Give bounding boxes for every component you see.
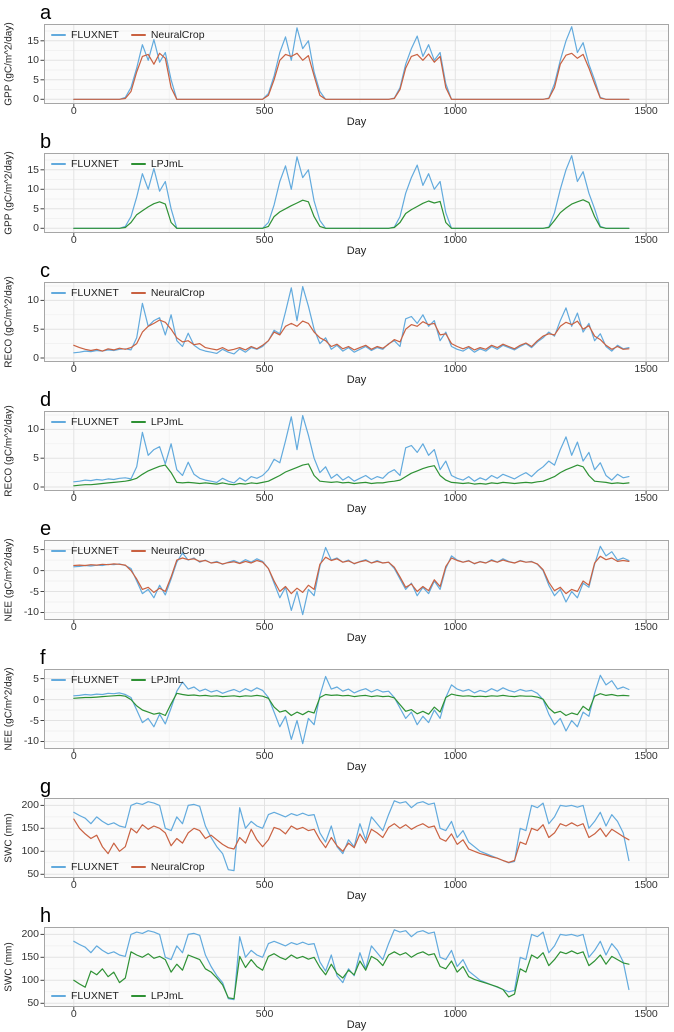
x-tick-label: 0 <box>70 105 77 117</box>
legend-swatch-line <box>51 550 66 553</box>
legend-swatch-line <box>131 163 146 166</box>
plot-area <box>44 411 669 491</box>
legend-swatch-line <box>131 866 146 869</box>
y-axis-ticks <box>17 153 44 233</box>
legend-label: FLUXNET <box>71 990 119 1002</box>
panel-letter: b <box>40 131 52 153</box>
legend-label: NeuralCrop <box>150 287 205 299</box>
legend-swatch-line <box>131 34 146 37</box>
figure-panel-c <box>0 258 674 387</box>
legend-swatch-line <box>131 995 146 998</box>
x-tick-label: 0 <box>70 363 77 375</box>
y-tick-label: 5 <box>33 672 39 685</box>
x-tick-label: 1000 <box>443 879 467 891</box>
y-tick-label: 0 <box>33 222 39 235</box>
legend-swatch-line <box>51 34 66 37</box>
x-axis-label: Day <box>346 245 367 257</box>
legend-item <box>51 416 119 428</box>
plot-area <box>44 798 669 878</box>
x-axis-ticks <box>44 620 669 633</box>
y-axis-label: SWC (mm) <box>3 942 14 992</box>
x-tick-label: 1000 <box>443 363 467 375</box>
legend-item <box>131 861 205 873</box>
legend-swatch-line <box>131 421 146 424</box>
figure-panel-a <box>0 0 674 129</box>
legend-swatch-line <box>51 163 66 166</box>
y-axis-label: GPP (gC/m^2/day) <box>3 151 14 235</box>
x-tick-label: 500 <box>255 1008 274 1020</box>
legend-label: LPJmL <box>150 674 184 686</box>
x-tick-label: 500 <box>255 879 274 891</box>
x-axis-label: Day <box>346 503 367 515</box>
panel-letter: f <box>40 647 46 669</box>
plot-area <box>44 24 669 104</box>
legend-label: FLUXNET <box>71 416 119 428</box>
legend-swatch-line <box>51 995 66 998</box>
legend-label: FLUXNET <box>71 158 119 170</box>
x-axis-label: Day <box>346 116 367 128</box>
x-tick-label: 500 <box>255 492 274 504</box>
x-tick-label: 1500 <box>634 492 658 504</box>
legend-item <box>131 416 184 428</box>
legend <box>51 990 184 1002</box>
legend-item <box>51 29 119 41</box>
y-tick-label: 150 <box>21 951 39 964</box>
legend-label: FLUXNET <box>71 674 119 686</box>
plot-area <box>44 282 669 362</box>
y-tick-label: 10 <box>27 294 39 307</box>
plot-area <box>44 540 669 620</box>
y-axis-ticks <box>17 798 44 881</box>
legend-item <box>51 861 119 873</box>
y-axis-label: SWC (mm) <box>3 813 14 863</box>
panel-letter: e <box>40 518 52 540</box>
legend-label: FLUXNET <box>71 545 119 557</box>
legend <box>51 416 184 428</box>
x-tick-label: 0 <box>70 621 77 633</box>
legend-item <box>51 545 119 557</box>
panel-letter: g <box>40 776 52 798</box>
y-tick-label: 50 <box>27 997 39 1010</box>
y-axis-label: NEE (gC/m^2/day) <box>3 538 14 622</box>
y-tick-label: 50 <box>27 868 39 881</box>
legend-swatch-line <box>131 679 146 682</box>
legend-swatch-line <box>51 421 66 424</box>
x-tick-label: 1000 <box>443 750 467 762</box>
legend-label: FLUXNET <box>71 287 119 299</box>
panel-letter: h <box>40 905 52 927</box>
legend-label: FLUXNET <box>71 861 119 873</box>
panel-letter: c <box>40 260 50 282</box>
y-tick-label: -10 <box>23 606 39 619</box>
y-tick-label: 0 <box>33 93 39 106</box>
y-tick-label: 15 <box>27 34 39 47</box>
y-tick-label: 100 <box>21 974 39 987</box>
legend <box>51 287 205 299</box>
legend-swatch-line <box>51 292 66 295</box>
x-axis-ticks <box>44 491 669 504</box>
legend-item <box>51 990 119 1002</box>
figure-panel-e <box>0 516 674 645</box>
panel-letter: a <box>40 2 52 24</box>
y-axis-ticks <box>17 411 44 491</box>
legend <box>51 158 184 170</box>
y-tick-label: 150 <box>21 822 39 835</box>
y-axis-ticks <box>17 540 44 620</box>
x-tick-label: 500 <box>255 105 274 117</box>
y-tick-label: -5 <box>29 585 39 598</box>
x-tick-label: 500 <box>255 750 274 762</box>
x-axis-ticks <box>44 878 669 891</box>
y-axis-label: GPP (gC/m^2/day) <box>3 22 14 106</box>
y-tick-label: -10 <box>23 735 39 748</box>
x-axis-label: Day <box>346 761 367 773</box>
y-tick-label: 10 <box>27 183 39 196</box>
x-tick-label: 500 <box>255 621 274 633</box>
figure-panel-d <box>0 387 674 516</box>
x-tick-label: 1000 <box>443 1008 467 1020</box>
x-tick-label: 1500 <box>634 105 658 117</box>
legend-item <box>131 990 184 1002</box>
x-tick-label: 500 <box>255 363 274 375</box>
legend-swatch-line <box>51 866 66 869</box>
legend-item <box>131 158 184 170</box>
x-axis-ticks <box>44 749 669 762</box>
x-tick-label: 1000 <box>443 621 467 633</box>
legend-item <box>51 158 119 170</box>
x-axis-label: Day <box>346 1019 367 1031</box>
legend-label: LPJmL <box>150 158 184 170</box>
legend-swatch-line <box>131 292 146 295</box>
legend-label: LPJmL <box>150 990 184 1002</box>
x-tick-label: 0 <box>70 1008 77 1020</box>
y-tick-label: -5 <box>29 714 39 727</box>
panel-letter: d <box>40 389 52 411</box>
x-axis-label: Day <box>346 632 367 644</box>
y-tick-label: 5 <box>33 323 39 336</box>
x-tick-label: 1500 <box>634 234 658 246</box>
legend-item <box>131 674 184 686</box>
x-axis-ticks <box>44 104 669 117</box>
y-tick-label: 200 <box>21 799 39 812</box>
y-axis-label: RECO (gC/m^2/day) <box>3 405 14 497</box>
y-axis-ticks <box>17 927 44 1010</box>
figure-panel-f <box>0 645 674 774</box>
legend <box>51 545 205 557</box>
legend-item <box>131 29 205 41</box>
y-tick-label: 0 <box>33 564 39 577</box>
x-axis-ticks <box>44 362 669 375</box>
legend-swatch-line <box>51 679 66 682</box>
legend-item <box>51 287 119 299</box>
y-tick-label: 10 <box>27 54 39 67</box>
legend <box>51 674 184 686</box>
x-tick-label: 0 <box>70 750 77 762</box>
legend <box>51 29 205 41</box>
x-tick-label: 0 <box>70 234 77 246</box>
x-tick-label: 1500 <box>634 750 658 762</box>
x-tick-label: 500 <box>255 234 274 246</box>
y-axis-ticks <box>17 282 44 362</box>
y-tick-label: 0 <box>33 480 39 493</box>
x-axis-ticks <box>44 233 669 246</box>
y-tick-label: 100 <box>21 845 39 858</box>
x-tick-label: 0 <box>70 492 77 504</box>
x-axis-label: Day <box>346 374 367 386</box>
y-axis-ticks <box>17 24 44 104</box>
y-tick-label: 200 <box>21 928 39 941</box>
plot-area <box>44 927 669 1007</box>
y-axis-label: NEE (gC/m^2/day) <box>3 667 14 751</box>
legend-item <box>131 287 205 299</box>
legend-label: NeuralCrop <box>150 861 205 873</box>
y-axis-ticks <box>17 669 44 749</box>
legend-label: NeuralCrop <box>150 29 205 41</box>
x-tick-label: 1000 <box>443 234 467 246</box>
y-tick-label: 0 <box>33 693 39 706</box>
x-tick-label: 1500 <box>634 621 658 633</box>
plot-area <box>44 153 669 233</box>
legend-swatch-line <box>131 550 146 553</box>
legend-item <box>51 674 119 686</box>
y-tick-label: 10 <box>27 423 39 436</box>
y-axis-label: RECO (gC/m^2/day) <box>3 276 14 368</box>
y-tick-label: 5 <box>33 73 39 86</box>
x-tick-label: 1000 <box>443 492 467 504</box>
x-tick-label: 1500 <box>634 363 658 375</box>
y-tick-label: 5 <box>33 202 39 215</box>
legend-item <box>131 545 205 557</box>
y-tick-label: 5 <box>33 452 39 465</box>
x-axis-label: Day <box>346 890 367 902</box>
legend-label: FLUXNET <box>71 29 119 41</box>
x-tick-label: 1500 <box>634 879 658 891</box>
figure-panel-g <box>0 774 674 903</box>
y-tick-label: 15 <box>27 163 39 176</box>
legend-label: NeuralCrop <box>150 545 205 557</box>
legend-label: LPJmL <box>150 416 184 428</box>
x-tick-label: 1000 <box>443 105 467 117</box>
y-tick-label: 0 <box>33 351 39 364</box>
figure-panel-h <box>0 903 674 1032</box>
x-axis-ticks <box>44 1007 669 1020</box>
y-tick-label: 5 <box>33 543 39 556</box>
x-tick-label: 0 <box>70 879 77 891</box>
x-tick-label: 1500 <box>634 1008 658 1020</box>
legend <box>51 861 205 873</box>
plot-area <box>44 669 669 749</box>
figure-panel-b <box>0 129 674 258</box>
